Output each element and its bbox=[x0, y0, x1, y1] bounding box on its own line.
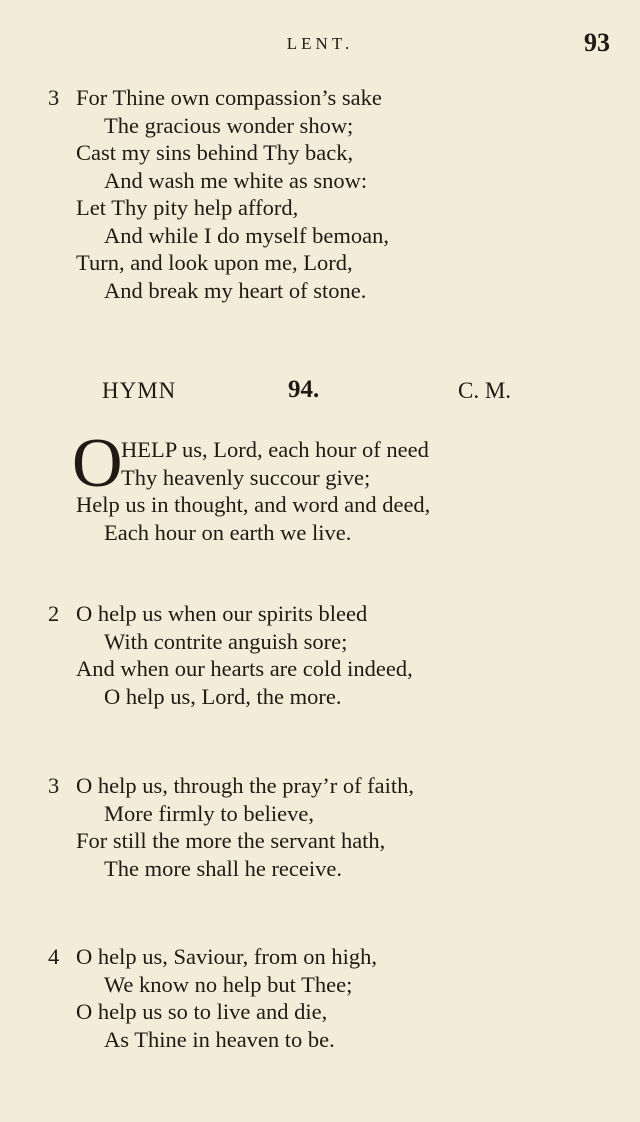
verse-line: Each hour on earth we live. bbox=[104, 519, 352, 545]
hymn-label: HYMN bbox=[102, 378, 177, 403]
stanza-number: 2 bbox=[48, 601, 60, 626]
verse-line: And break my heart of stone. bbox=[104, 277, 367, 303]
stanza-4 bbox=[0, 943, 640, 1053]
verse-line: HELP us, Lord, each hour of need bbox=[121, 437, 429, 462]
drop-cap: O bbox=[72, 425, 123, 502]
verse-line: Let Thy pity help afford, bbox=[76, 195, 299, 220]
verse-line: O help us, Lord, the more. bbox=[104, 683, 342, 709]
verse-line: And wash me white as snow: bbox=[104, 167, 368, 193]
hymn-heading bbox=[0, 378, 640, 410]
verse-line: And while I do myself bemoan, bbox=[104, 222, 389, 248]
verse-line: Thy heavenly succour give; bbox=[121, 464, 371, 490]
verse-line: The gracious wonder show; bbox=[104, 112, 354, 138]
verse-line: We know no help but Thee; bbox=[104, 971, 353, 997]
verse-line: O help us when our spirits bleed bbox=[76, 601, 368, 626]
hymn-meter: C. M. bbox=[458, 378, 512, 403]
verse-line: Turn, and look upon me, Lord, bbox=[76, 250, 353, 275]
stanza-2 bbox=[0, 600, 640, 710]
stanza-3 bbox=[0, 772, 640, 882]
verse-line: For Thine own compassion’s sake bbox=[76, 85, 382, 110]
running-header: LENT. bbox=[286, 34, 354, 53]
stanza-1 bbox=[0, 436, 640, 546]
verse-line: Help us in thought, and word and deed, bbox=[76, 492, 431, 517]
page-number: 93 bbox=[584, 28, 610, 57]
stanza-number: 3 bbox=[48, 85, 60, 110]
verse-line: Cast my sins behind Thy back, bbox=[76, 140, 354, 165]
verse-line: And when our hearts are cold indeed, bbox=[76, 656, 413, 681]
verse-line: As Thine in heaven to be. bbox=[104, 1026, 335, 1052]
verse-line: O help us so to live and die, bbox=[76, 999, 328, 1024]
stanza-number: 4 bbox=[48, 944, 60, 969]
hymn-number: 94. bbox=[288, 376, 320, 403]
stanza-number: 3 bbox=[48, 773, 60, 798]
verse-line: The more shall he receive. bbox=[104, 855, 343, 881]
verse-line: O help us, through the pray’r of faith, bbox=[76, 773, 415, 798]
verse-line: With contrite anguish sore; bbox=[104, 628, 348, 654]
stanza-previous-3 bbox=[0, 84, 640, 304]
verse-line: O help us, Saviour, from on high, bbox=[76, 944, 377, 969]
verse-line: For still the more the servant hath, bbox=[76, 828, 386, 853]
verse-line: More firmly to believe, bbox=[104, 800, 314, 826]
